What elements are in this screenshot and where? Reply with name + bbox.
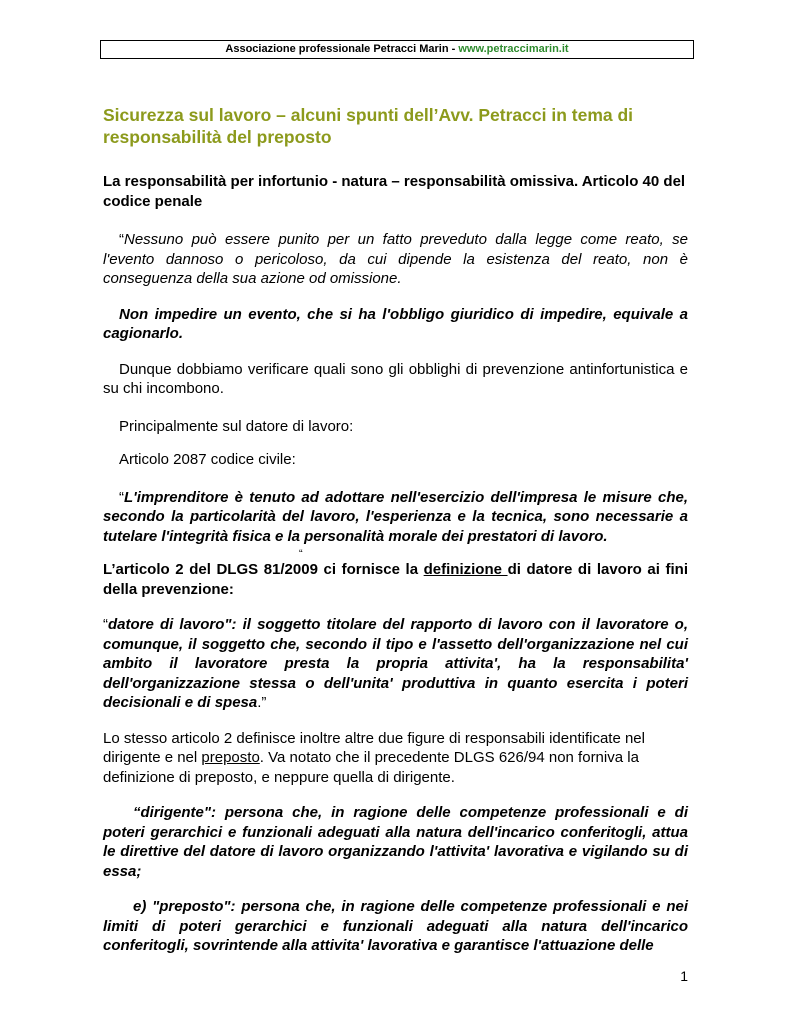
preposto-definition-paragraph: e) "preposto": persona che, in ragione delle competenze professionali e nei limiti di poteri gerarchici e funzionali adeguati alla natura dell'incarico conferitogli, sovrintende alla attivita' lavorativa e garantisce l'attuazione delle	[103, 898, 688, 954]
lo-stesso-paragraph	[103, 729, 688, 788]
close-quote: .”	[257, 694, 267, 711]
page-number: 1	[680, 968, 688, 984]
section-subtitle: La responsabilità per infortunio - natura – responsabilità omissiva. Articolo 40 del codice penale	[103, 173, 686, 210]
art2-dlgs-paragraph	[103, 560, 688, 599]
dunque-paragraph: Dunque dobbiamo verificare quali sono gli obblighi di prevenzione antinfortunistica e su chi incombono.	[103, 360, 688, 397]
datore-definition-text: datore di lavoro": il soggetto titolare del rapporto di lavoro con il lavoratore o, comunque, il soggetto che, secondo il tipo e l'assetto dell'organizzazione nel cui ambito il lavoratore presta la propria attivita', ha la responsabilita' dell'organizzazione stessa o dell'unita' produttiva in quanto esercita i poteri decisionali e di spesa	[103, 616, 688, 711]
preposto-underlined: preposto	[201, 749, 260, 766]
open-quote: “	[119, 488, 124, 506]
header-text: Associazione professionale Petracci Marin -	[225, 43, 459, 55]
lo-stesso-text-before: Lo stesso articolo 2 definisce inoltre altre due figure di responsabili identificate nel dirigente e nel	[103, 729, 645, 766]
page-header	[100, 40, 694, 59]
principalmente-paragraph: Principalmente sul datore di lavoro:	[119, 417, 354, 435]
art40-quote-text: Nessuno può essere punito per un fatto preveduto dalla legge come reato, se l'evento dannoso o pericoloso, da cui dipende la esistenza del reato, non è conseguenza della sua azione od omissione.	[103, 231, 688, 287]
art2087-label: Articolo 2087 codice civile:	[119, 451, 296, 468]
dirigente-definition-paragraph: “dirigente": persona che, in ragione delle competenze professionali e di poteri gerarchici e funzionali adeguati alla natura dell'incarico conferitogli, attua le direttive del datore di lavoro organizzando l'attivita' lavorativa e vigilando su di essa;	[103, 804, 688, 880]
lo-stesso-text-after: . Va notato che il precedente DLGS 626/94 non forniva la definizione di preposto, e neppure quella di dirigente.	[103, 749, 639, 786]
art2-text-after: di datore di lavoro ai fini della prevenzione:	[103, 561, 689, 598]
non-impedire-paragraph: Non impedire un evento, che si ha l'obbligo giuridico di impedire, equivale a cagionarlo.	[103, 305, 688, 342]
open-quote: “	[103, 616, 108, 633]
stray-quote-mark: “	[299, 548, 303, 560]
art2087-quote-paragraph	[103, 488, 688, 547]
document-body	[103, 104, 688, 956]
document-title: Sicurezza sul lavoro – alcuni spunti dell’Avv. Petracci in tema di responsabilità del preposto	[103, 105, 634, 147]
definizione-underlined: definizione	[423, 561, 508, 578]
art2-text-before: L’articolo 2 del DLGS 81/2009 ci fornisce la	[103, 561, 424, 578]
art40-quote-paragraph	[103, 230, 688, 289]
datore-definition-paragraph	[103, 615, 688, 713]
open-quote: “	[119, 231, 124, 248]
header-url-link[interactable]: www.petraccimarin.it	[458, 43, 569, 55]
art2087-quote-text: L'imprenditore è tenuto ad adottare nell'esercizio dell'impresa le misure che, secondo la particolarità del lavoro, l'esperienza e la tecnica, sono necessarie a tutelare l'integrità fisica e la personalità morale dei prestatori di lavoro.	[103, 488, 688, 545]
